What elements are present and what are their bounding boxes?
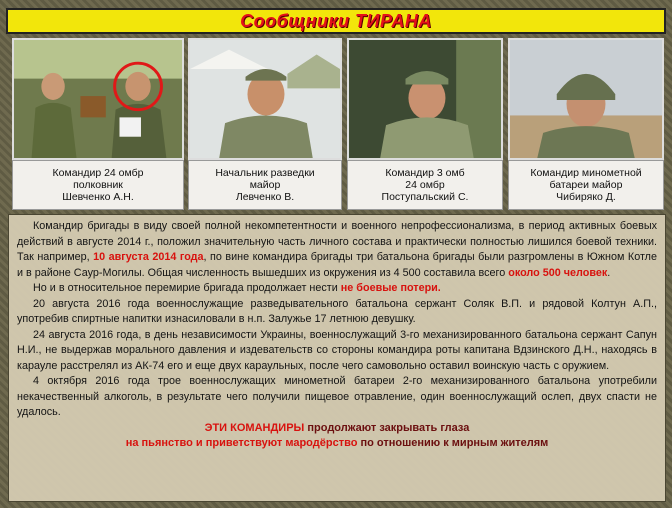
title-banner bbox=[6, 8, 666, 34]
caption-line: Командир минометной bbox=[530, 167, 642, 179]
paragraph-1 bbox=[17, 219, 657, 281]
caption-chibiryako bbox=[508, 160, 664, 210]
caption-line: Левченко В. bbox=[235, 191, 295, 203]
footer-highlight: ЭТИ КОМАНДИРЫ bbox=[204, 421, 305, 434]
footer-text: по отношению к мирным жителям bbox=[357, 436, 549, 449]
highlight-count: около 500 человек bbox=[508, 266, 608, 279]
photo-postupalsky bbox=[347, 38, 503, 160]
caption-line: Начальник разведки bbox=[215, 167, 315, 179]
caption-line: Командир 24 омбр bbox=[52, 167, 144, 179]
caption-line: Поступальский С. bbox=[381, 191, 469, 203]
caption-postupalsky bbox=[347, 160, 503, 210]
caption-line: Шевченко А.Н. bbox=[62, 191, 134, 203]
text-run: Но и в относительное перемирие бригада продолжает нести bbox=[33, 282, 341, 294]
caption-levchenko bbox=[188, 160, 342, 210]
caption-line: 24 омбр bbox=[405, 179, 445, 191]
footer-line-2 bbox=[17, 436, 657, 451]
caption-line: полковник bbox=[73, 179, 123, 191]
paragraph-2 bbox=[17, 281, 657, 297]
caption-line: майор bbox=[249, 179, 281, 191]
text-run: Командир бригады в виду своей полной некомпетентности и военного непрофессионализма, в период активных боевых действий в августе 2014 г., положил значительную часть личного состава и практически полностью лишился боевой техники. Так например, bbox=[17, 220, 657, 263]
paragraph-4: 24 августа 2016 года, в день независимости Украины, военнослужащий 3-го механизированного батальона сержант Сапун Н.И., не выдержав морального давления и издевательств со стороны командира роты капитана Вдзинского Д.Н., находясь в карауле расстрелял из АК-74 его и еще двух караульных, после чего самовольно оставил воинскую часть с оружием. bbox=[17, 328, 657, 372]
footer-text: продолжают закрывать глаза bbox=[304, 421, 470, 434]
caption-line: Чибиряко Д. bbox=[556, 191, 616, 203]
photo-shevchenko bbox=[12, 38, 184, 160]
footer-highlight: на пьянство и приветствуют мародёрство bbox=[125, 436, 358, 449]
caption-line: батареи майор bbox=[549, 179, 623, 191]
highlight-date: 10 августа 2014 года bbox=[93, 251, 204, 263]
text-run: , по вине командира бригады три батальона бригады были разгромлены в Южном Котле и в районе Саур-Могилы. Общая численность вышедших из окружения из 4 500 составила всего bbox=[17, 251, 657, 279]
text-run: . bbox=[607, 266, 611, 279]
paragraph-5: 4 октября 2016 года трое военнослужащих минометной батареи 2-го механизированного батальона употребили некачественный алкоголь, в результате чего получили пищевое отравление, один военнослужащий ослеп, двух спасти не удалось. bbox=[17, 375, 657, 418]
caption-shevchenko bbox=[12, 160, 184, 210]
article-text bbox=[8, 214, 666, 502]
poster-title: Сообщники ТИРАНА bbox=[240, 10, 432, 31]
caption-line: Командир 3 омб bbox=[385, 167, 465, 179]
footer-line-1 bbox=[17, 421, 657, 436]
photo-levchenko bbox=[188, 38, 342, 160]
photo-chibiryako bbox=[508, 38, 664, 160]
highlight-losses: не боевые потери. bbox=[340, 282, 441, 294]
paragraph-3: 20 августа 2016 года военнослужащие разведывательного батальона сержант Соляк В.П. и рядовой Колтун А.П., употребив спиртные напитки изнасиловали в н.п. Залужье 17 летнюю девушку. bbox=[17, 297, 657, 325]
